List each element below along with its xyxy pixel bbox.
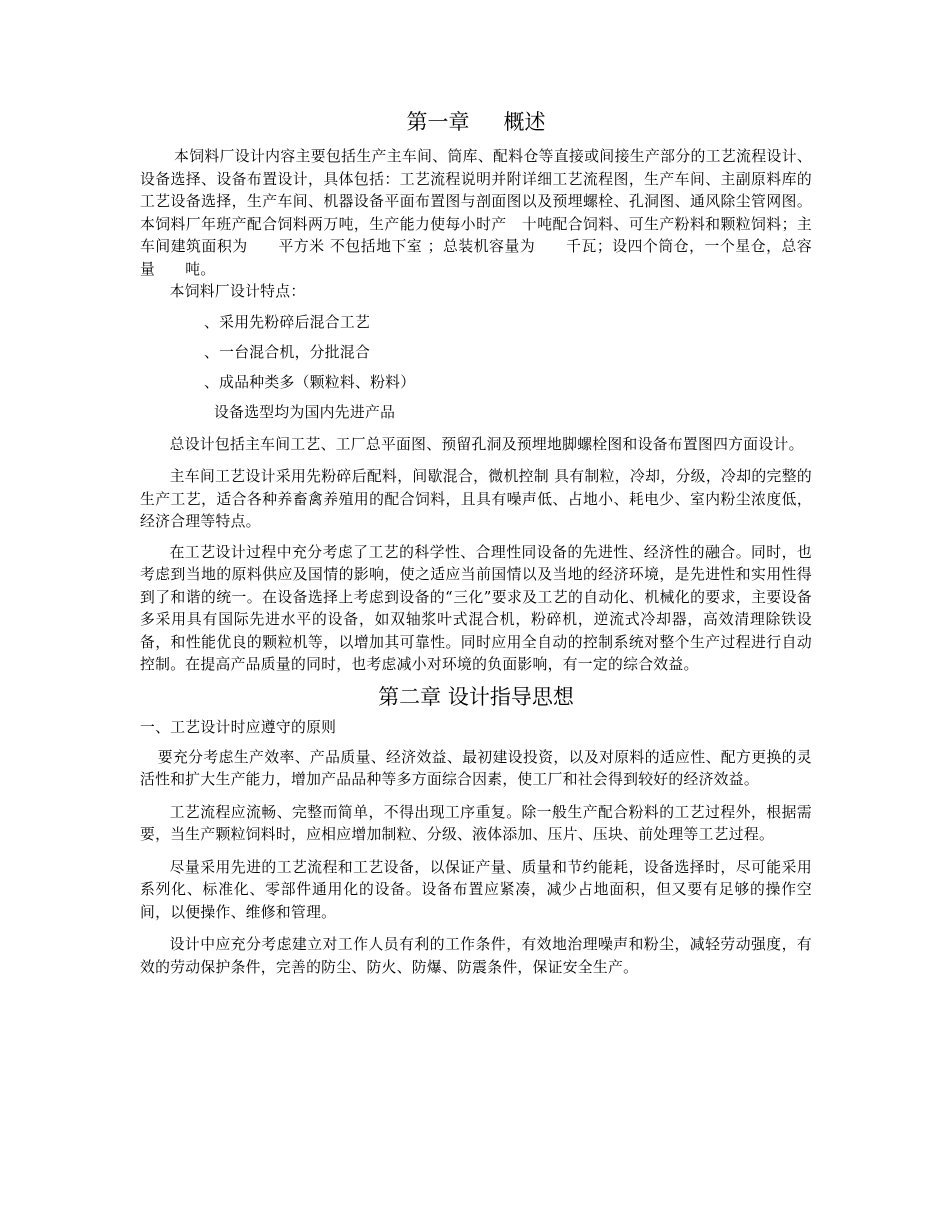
section-heading: 一、工艺设计时应遵守的原则 bbox=[140, 718, 337, 736]
feature-item: 设备选型均为国内先进产品 bbox=[214, 403, 396, 421]
features-list bbox=[140, 312, 812, 424]
chapter-1-name: 概述 bbox=[503, 110, 546, 134]
principle-paragraph-3: 尽量采用先进的工艺流程和工艺设备，以保证产量、质量和节约能耗，设备选择时，尽可能采用系列化、标准化、零部件通用化的设备。设备布置应紧凑，减少占地面积，但又要有足够的操作空间，以便操作、维修和管理。 bbox=[140, 858, 812, 921]
total-design-paragraph: 总设计包括主车间工艺、工厂总平面图、预留孔洞及预埋地脚螺栓图和设备布置图四方面设计。 bbox=[169, 435, 804, 453]
principle-paragraph-4: 设计中应充分考虑建立对工作人员有利的工作条件，有效地治理噪声和粉尘，减轻劳动强度，有效的劳动保护条件，完善的防尘、防火、防爆、防震条件，保证安全生产。 bbox=[140, 936, 812, 976]
chapter-1-number: 第一章 bbox=[406, 110, 470, 134]
main-workshop-paragraph: 主车间工艺设计采用先粉碎后配料，间歇混合，微机控制 具有制粒，冷却，分级，冷却的完整的生产工艺，适合各种养畜禽养殖用的配合饲料，且具有噪声低、占地小、耗电少、室内粉尘浓度低，经济合理等特点。 bbox=[140, 468, 812, 530]
chapter-2-title: 第二章 设计指导思想 bbox=[378, 684, 574, 709]
intro-paragraph: 本饲料厂设计内容主要包括生产主车间、筒库、配料仓等直接或间接生产部分的工艺流程设计、设备选择、设备布置设计，具体包括：工艺流程说明并附详细工艺流程图，生产车间、主副原料库的工艺设备选择，生产车间、机器设备平面布置图与剖面图以及预埋螺栓、孔洞图、通风除尘管网图。本饲料厂年班产配合饲料两万吨，生产能力使每小时产 十吨配合饲料、可生产粉料和颗粒饲料；主车间建筑面积为 平方米 不包括地下室 ；总装机容量为 千瓦；设四个筒仓，一个星仓，总容量 吨。 bbox=[140, 148, 812, 278]
chapter-1-title bbox=[140, 104, 812, 140]
feature-item: 、一台混合机，分批混合 bbox=[204, 343, 371, 361]
principle-paragraph-1: 要充分考虑生产效率、产品质量、经济效益、最初建设投资，以及对原料的适应性、配方更换的灵活性和扩大生产能力，增加产品品种等多方面综合因素，使工厂和社会得到较好的经济效益。 bbox=[140, 748, 812, 788]
features-intro: 本饲料厂设计特点： bbox=[169, 283, 306, 300]
feature-item: 、采用先粉碎后混合工艺 bbox=[204, 313, 371, 331]
document-page bbox=[140, 104, 812, 979]
principle-paragraph-2: 工艺流程应流畅、完整而简单，不得出现工序重复。除一般生产配合粉料的工艺过程外，根据需要，当生产颗粒饲料时，应相应增加制粒、分级、液体添加、压片、压块、前处理等工艺过程。 bbox=[140, 803, 812, 843]
feature-item: 、成品种类多（颗粒料、粉料） bbox=[204, 373, 416, 391]
design-process-paragraph: 在工艺设计过程中充分考虑了工艺的科学性、合理性同设备的先进性、经济性的融合。同时，也考虑到当地的原料供应及国情的影响，使之适应当前国情以及当地的经济环境，是先进性和实用性得到了和谐的统一。在设备选择上考虑到设备的“三化”要求及工艺的自动化、机械化的要求，主要设备多采用具有国际先进水平的设备，如双轴浆叶式混合机，粉碎机，逆流式冷却器，高效清理除铁设备，和性能优良的颗粒机等，以增加其可靠性。同时应用全自动的控制系统对整个生产过程进行自动控制。在提高产品质量的同时，也考虑减小对环境的负面影响，有一定的综合效益。 bbox=[140, 543, 812, 673]
